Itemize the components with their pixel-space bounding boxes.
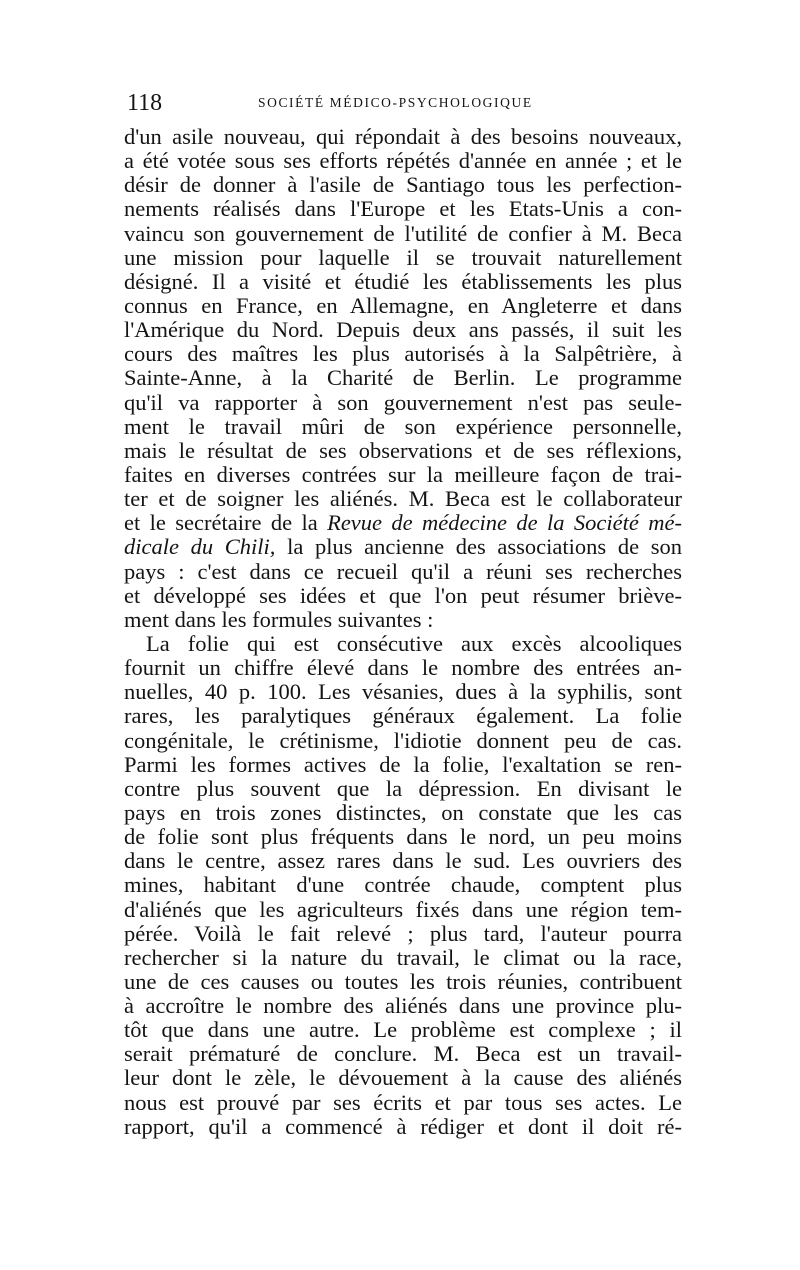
text-line: ment dans les formules suivantes : — [124, 607, 434, 632]
text-line: et développé ses idées et que l'on peut résumer briève- — [124, 583, 682, 608]
text-line: nous est prouvé par ses écrits et par tous ses actes. Le — [124, 1090, 682, 1115]
text-line: d'aliénés que les agriculteurs fixés dans une région tem- — [124, 897, 682, 922]
text-line: ment le travail mûri de son expérience personnelle, — [124, 414, 682, 439]
page-number: 118 — [127, 90, 163, 116]
text-line: leur dont le zèle, le dévouement à la cause des aliénés — [124, 1066, 682, 1091]
journal-title-italic: Revue de médecine de la Société mé- — [327, 511, 682, 536]
paragraph-1 — [124, 125, 682, 632]
text-line: nements réalisés dans l'Europe et les Etats-Unis a con- — [124, 197, 682, 222]
text-line: connus en France, en Allemagne, en Angleterre et dans — [124, 293, 682, 318]
text-line: congénitale, le crétinisme, l'idiotie donnent peu de cas. — [124, 728, 682, 753]
text-line: pays : c'est dans ce recueil qu'il a réuni ses recherches — [124, 559, 682, 584]
running-head — [0, 88, 800, 118]
text-line: d'un asile nouveau, qui répondait à des besoins nouveaux, — [124, 125, 682, 149]
text-line: contre plus souvent que la dépression. En divisant le — [124, 776, 682, 801]
text-line: dans le centre, assez rares dans le sud. Les ouvriers des — [124, 849, 682, 874]
text-line: Sainte-Anne, à la Charité de Berlin. Le programme — [124, 366, 682, 391]
text-line: fournit un chiffre élevé dans le nombre des entrées an- — [124, 656, 682, 681]
journal-title-italic: dicale du Chili, — [124, 535, 276, 560]
running-title: SOCIÉTÉ MÉDICO-PSYCHOLOGIQUE — [258, 95, 533, 110]
text-line: désir de donner à l'asile de Santiago tous les perfection- — [124, 173, 682, 198]
text-line: rechercher si la nature du travail, le climat ou la race, — [124, 945, 682, 970]
text-line: mines, habitant d'une contrée chaude, comptent plus — [124, 873, 682, 898]
text-line: ter et de soigner les aliénés. M. Beca est le collaborateur — [124, 487, 682, 512]
text-line: Parmi les formes actives de la folie, l'exaltation se ren- — [124, 752, 682, 777]
text-line: pérée. Voilà le fait relevé ; plus tard, l'auteur pourra — [124, 921, 682, 946]
body-text — [124, 125, 682, 1139]
text-line: de folie sont plus fréquents dans le nord, un peu moins — [124, 825, 682, 850]
text-line: l'Amérique du Nord. Depuis deux ans passés, il suit les — [124, 318, 682, 343]
text-segment: et le secrétaire de la — [124, 511, 328, 536]
text-line: pays en trois zones distinctes, on constate que les cas — [124, 800, 682, 825]
text-line: rares, les paralytiques généraux également. La folie — [124, 704, 682, 729]
text-line: faites en diverses contrées sur la meilleure façon de trai- — [124, 462, 682, 487]
text-line: La folie qui est consécutive aux excès alcooliques — [146, 631, 682, 656]
text-segment: la plus ancienne des associations de son — [275, 535, 682, 560]
text-line: serait prématuré de conclure. M. Beca est un travail- — [124, 1042, 682, 1067]
text-line: désigné. Il a visité et étudié les établissements les plus — [124, 269, 682, 294]
text-line: qu'il va rapporter à son gouvernement n'est pas seule- — [124, 390, 682, 415]
text-line: cours des maîtres les plus autorisés à la Salpêtrière, à — [124, 342, 682, 367]
text-line: vaincu son gouvernement de l'utilité de confier à M. Beca — [124, 221, 682, 246]
text-line: mais le résultat de ses observations et de ses réflexions, — [124, 438, 682, 463]
text-line: à accroître le nombre des aliénés dans une province plu- — [124, 994, 682, 1019]
text-line: tôt que dans une autre. Le problème est complexe ; il — [124, 1018, 682, 1043]
text-line: a été votée sous ses efforts répétés d'année en année ; et le — [124, 149, 682, 174]
text-line: une de ces causes ou toutes les trois réunies, contribuent — [124, 969, 682, 994]
text-line: rapport, qu'il a commencé à rédiger et dont il doit ré- — [124, 1114, 682, 1139]
text-line — [124, 535, 682, 559]
text-line — [124, 511, 682, 535]
text-line: nuelles, 40 p. 100. Les vésanies, dues à la syphilis, sont — [124, 680, 682, 705]
text-line: une mission pour laquelle il se trouvait naturellement — [124, 245, 682, 270]
paragraph-2 — [124, 632, 682, 1139]
